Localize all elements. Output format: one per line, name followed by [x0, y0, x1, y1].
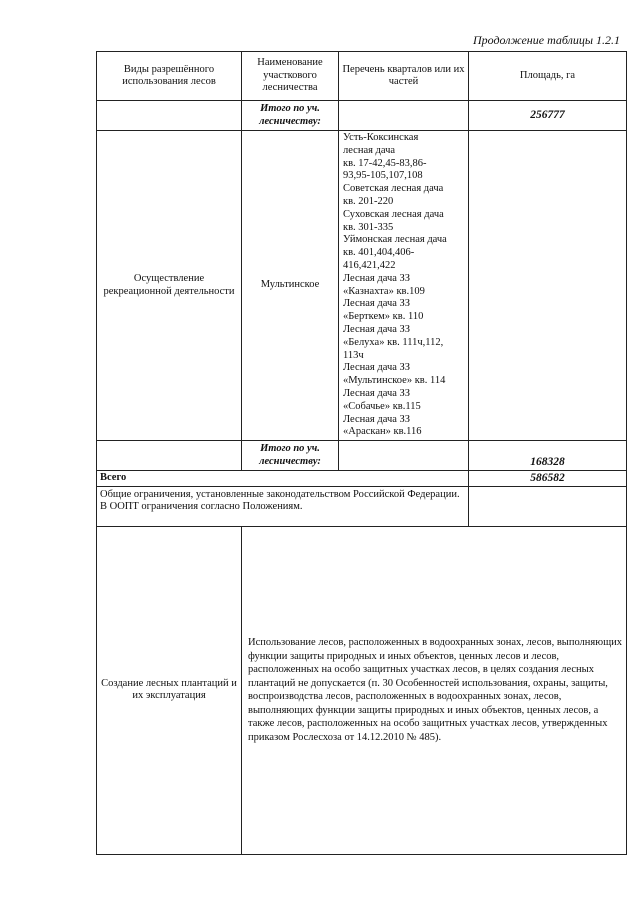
- header-area: Площадь, га: [469, 52, 627, 101]
- total-label: Всего: [97, 471, 469, 487]
- subtotal-area: 256777: [469, 101, 627, 131]
- restrictions-row: [97, 486, 627, 526]
- area-cell: [469, 131, 627, 441]
- subtotal-row: [97, 441, 627, 471]
- restrictions-text: Общие ограничения, установленные законодательством Российской Федерации.: [100, 488, 460, 500]
- empty-cell: [469, 486, 627, 526]
- total-row: [97, 471, 627, 487]
- subtotal-label: Итого по уч. лесничеству:: [242, 441, 339, 471]
- header-quarters: Перечень кварталов или их частей: [339, 52, 469, 101]
- recreation-row: [97, 131, 627, 441]
- restrictions-text: В ООПТ ограничения согласно Положениям.: [100, 501, 303, 513]
- header-forestry: Наименование участкового лесничества: [242, 52, 339, 101]
- total-area: 586582: [469, 471, 627, 487]
- plantations-row: [97, 526, 627, 854]
- subtotal-row: [97, 101, 627, 131]
- header-row: [97, 52, 627, 101]
- empty-cell: [339, 441, 469, 471]
- empty-cell: [97, 101, 242, 131]
- restrictions-cell: [97, 486, 469, 526]
- subtotal-label: Итого по уч. лесничеству:: [242, 101, 339, 131]
- use-type-cell: Создание лесных плантаций и их эксплуатация: [97, 526, 242, 854]
- forestry-cell: Мультинское: [242, 131, 339, 441]
- header-use-types: Виды разрешённого использования лесов: [97, 52, 242, 101]
- plantations-text: Использование лесов, расположенных в водоохранных зонах, лесов, выполняющих функции защиты природных и иных объектов, ценных лесов и лесов, расположенных на особо защитных участках лесов, в целях создания лесных плантаций не допускается (п. 30 Особенностей использования, охраны, защиты, воспроизводства лесов, расположенных в водоохранных зонах, лесов, выполняющих функции защиты природных и иных объектов, ценных лесов, а также лесов, расположенных на особо защитных участках лесов, утвержденных приказом Рослесхоза от 14.12.2010 № 485).: [242, 526, 627, 854]
- empty-cell: [339, 101, 469, 131]
- forest-use-table: [96, 51, 627, 855]
- use-type-cell: Осуществление рекреационной деятельности: [97, 131, 242, 441]
- empty-cell: [97, 441, 242, 471]
- table-caption: Продолжение таблицы 1.2.1: [472, 33, 620, 47]
- quarters-cell: Усть-Коксинская лесная дача кв. 17-42,45-83,86- 93,95-105,107,108 Советская лесная дача кв. 201-220 Суховская лесная дача кв. 301-335 Уймонская лесная дача кв. 401,404,406- 416,421,422 Лесная дача ЗЗ «Казнахта» кв.109 Лесная дача ЗЗ «Берткем» кв. 110 Лесная дача ЗЗ «Белуха» кв. 111ч,112, 113ч Лесная дача ЗЗ «Мультинское» кв. 114 Лесная дача ЗЗ «Собачье» кв.115 Лесная дача ЗЗ «Араскан» кв.116: [339, 131, 469, 441]
- subtotal-area: 168328: [469, 441, 627, 471]
